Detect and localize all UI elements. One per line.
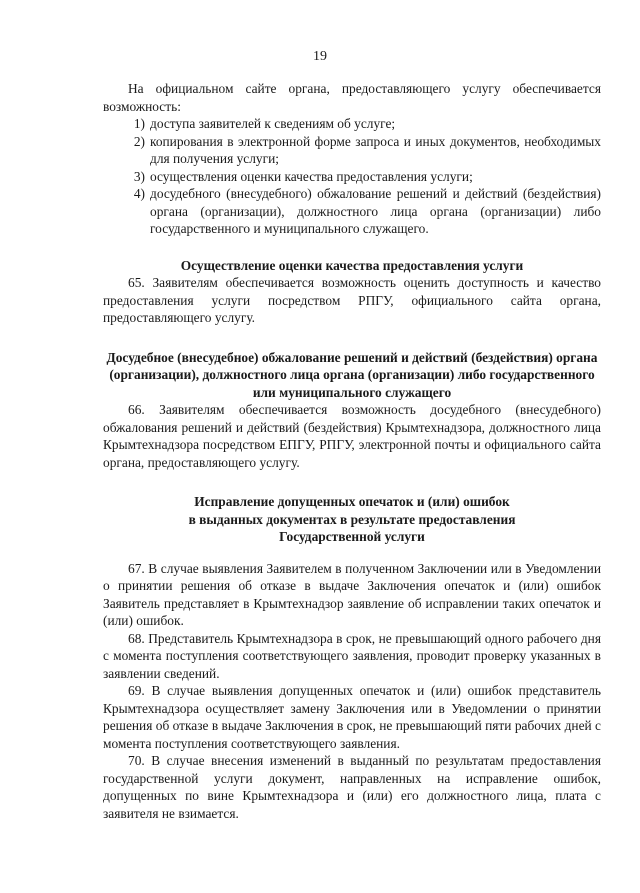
document-body xyxy=(103,80,601,822)
paragraph-67: 67. В случае выявления Заявителем в полученном Заключении или в Уведомлении о принятии решения об отказе в выдаче Заключения опечаток и (или) ошибок Заявитель представляет в Крымтехнадзор заявление об исправлении таких опечаток и (или) ошибок. xyxy=(103,560,601,628)
intro-paragraph: На официальном сайте органа, предоставляющего услугу обеспечивается возможность: xyxy=(103,81,601,114)
list-item-number: 2) xyxy=(133,133,145,149)
list-item-number: 1) xyxy=(133,116,145,131)
section-heading-quality: Осуществление оценки качества предоставления услуги xyxy=(180,257,524,273)
list-item-text: досудебного (внесудебного) обжалование решений и действий (бездействия) органа (организации), должностного лица органа (организации) либо государственного и муниципального служащего. xyxy=(150,186,601,236)
list-item-text: доступа заявителей к сведениям об услуге; xyxy=(150,116,396,131)
section-heading-corrections xyxy=(103,493,601,546)
list-item xyxy=(103,133,601,168)
capabilities-list xyxy=(103,115,601,238)
list-item-number: 4) xyxy=(133,186,145,201)
list-item xyxy=(103,185,601,238)
list-item-text: копирования в электронной форме запроса и иных документов, необходимых для получения услуги; xyxy=(150,133,601,166)
heading-line: Исправление допущенных опечаток и (или) ошибок xyxy=(194,494,510,509)
paragraph-68: 68. Представитель Крымтехнадзора в срок, не превышающий одного рабочего дня с момента поступления соответствующего заявления, проводит проверку указанных в заявлении сведений. xyxy=(103,630,601,681)
section-heading-appeal: Досудебное (внесудебное) обжалование решений и действий (бездействия) органа (организации), должностного лица органа (организации) либо государственного или муниципального служащего xyxy=(106,349,598,400)
page-number: 19 xyxy=(313,49,327,64)
list-item-number: 3) xyxy=(133,168,145,184)
paragraph-69: 69. В случае выявления допущенных опечаток и (или) ошибок представитель Крымтехнадзора осуществляет замену Заключения или в Уведомлении о принятии решения об отказе в выдаче Заключения в срок, не превышающий пяти рабочих дней с момента поступления соответствующего заявления. xyxy=(103,683,601,751)
paragraph-66: 66. Заявителям обеспечивается возможность досудебного (внесудебного) обжалования решений и действий (бездействия) Крымтехнадзора, должностного лица Крымтехнадзора посредством ЕПГУ, РПГУ, электронной почты и официального сайта органа, предоставляющего услугу. xyxy=(103,402,601,470)
heading-line: в выданных документах в результате предоставления xyxy=(188,511,516,527)
heading-line: Государственной услуги xyxy=(279,529,425,544)
list-item xyxy=(103,115,601,133)
list-item xyxy=(103,168,601,186)
list-item-text: осуществления оценки качества предоставления услуги; xyxy=(150,168,473,184)
paragraph-65: 65. Заявителям обеспечивается возможность оценить доступность и качество предоставления услуги посредством РПГУ, официального сайта органа, предоставляющего услугу. xyxy=(103,275,601,325)
paragraph-70: 70. В случае внесения изменений в выданный по результатам предоставления государственной услуги документ, направленных на исправление ошибок, допущенных по вине Крымтехнадзора и (или) его должностного лица, плата с заявителя не взимается. xyxy=(103,753,601,821)
